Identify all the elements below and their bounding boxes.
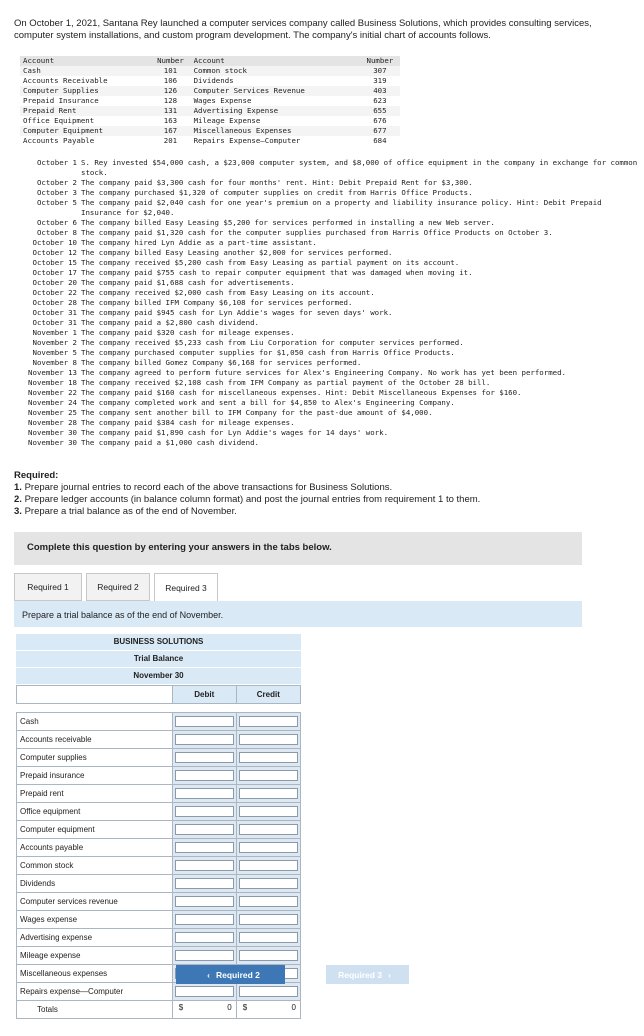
tb-debit-cell bbox=[172, 731, 236, 749]
transaction-item bbox=[14, 248, 638, 258]
transaction-date: November 22 bbox=[28, 388, 77, 397]
transaction-item bbox=[14, 198, 638, 218]
tb-credit-cell bbox=[236, 767, 300, 785]
transaction-item bbox=[14, 368, 638, 378]
tb-account-label: Computer supplies bbox=[17, 749, 173, 767]
transaction-date: October 10 bbox=[32, 238, 77, 247]
tb-company: BUSINESS SOLUTIONS bbox=[16, 634, 301, 651]
coa-account: Prepaid Rent bbox=[20, 106, 147, 116]
transaction-text: The company received $2,000 cash from Easy Leasing on its account. bbox=[81, 288, 375, 297]
tb-debit-cell bbox=[172, 803, 236, 821]
transaction-text: The company paid $755 cash to repair computer equipment that was damaged when moving it. bbox=[81, 268, 473, 277]
transaction-text: The company billed Gomez Company $6,168 for services performed. bbox=[81, 358, 362, 367]
coa-number: 167 bbox=[147, 126, 190, 136]
tb-total-credit bbox=[236, 1001, 300, 1019]
transaction-date: October 31 bbox=[32, 318, 77, 327]
tb-credit-input[interactable] bbox=[239, 878, 298, 889]
coa-account: Computer Supplies bbox=[20, 86, 147, 96]
instruction-banner-text: Complete this question by entering your answers in the tabs below. bbox=[27, 542, 332, 553]
tb-debit-input[interactable] bbox=[175, 896, 234, 907]
tb-credit-cell bbox=[236, 803, 300, 821]
transaction-text: The company purchased computer supplies for $1,050 cash from Harris Office Products. bbox=[81, 348, 455, 357]
transaction-text: The company received $5,200 cash from Easy Leasing as partial payment on its account. bbox=[81, 258, 460, 267]
tab-panel-header bbox=[14, 601, 582, 627]
tb-debit-input[interactable] bbox=[175, 878, 234, 889]
currency-symbol: $ bbox=[242, 1003, 248, 1012]
tb-total-debit bbox=[172, 1001, 236, 1019]
transaction-date: November 18 bbox=[28, 378, 77, 387]
tb-debit-cell bbox=[172, 821, 236, 839]
tb-debit-cell bbox=[172, 983, 236, 1001]
tb-account-label: Prepaid rent bbox=[17, 785, 173, 803]
transaction-text: The company completed work and sent a bill for $4,850 to Alex's Engineering Company. bbox=[81, 398, 455, 407]
coa-number: 403 bbox=[357, 86, 400, 96]
coa-number: 684 bbox=[373, 136, 387, 145]
tb-credit-input[interactable] bbox=[239, 986, 298, 997]
coa-account: Dividends bbox=[193, 76, 234, 85]
tb-row bbox=[17, 983, 301, 1001]
required-item-text: Prepare a trial balance as of the end of November. bbox=[24, 506, 237, 517]
transaction-item bbox=[14, 398, 638, 408]
panel-instruction: Prepare a trial balance as of the end of November. bbox=[22, 610, 224, 620]
next-required-3-button[interactable] bbox=[326, 965, 409, 984]
tb-debit-input[interactable] bbox=[175, 986, 234, 997]
transaction-date: November 30 bbox=[28, 438, 77, 447]
required-heading: Required: bbox=[14, 470, 59, 481]
transaction-item bbox=[14, 288, 638, 298]
transaction-date: October 5 bbox=[36, 198, 77, 207]
coa-number: Number bbox=[357, 56, 400, 66]
transaction-text: The company billed Easy Leasing $5,200 for services performed in installing a new Web server. bbox=[81, 218, 495, 227]
tb-debit-cell bbox=[172, 929, 236, 947]
transaction-item bbox=[14, 428, 638, 438]
tb-credit-cell bbox=[236, 821, 300, 839]
coa-account: Accounts Payable bbox=[23, 136, 95, 145]
tb-total-credit-value: 0 bbox=[291, 1003, 296, 1012]
tb-debit-input[interactable] bbox=[175, 770, 234, 781]
transaction-item bbox=[14, 418, 638, 428]
transaction-item bbox=[14, 438, 638, 448]
tb-total-debit-value: 0 bbox=[227, 1003, 232, 1012]
tb-credit-cell bbox=[236, 839, 300, 857]
coa-account: Computer Services Revenue bbox=[191, 86, 357, 96]
transaction-text: The company sent another bill to IFM Company for the past-due amount of $4,000. bbox=[81, 408, 433, 417]
tb-account-label: Advertising expense bbox=[17, 929, 173, 947]
tb-account-label: Accounts receivable bbox=[17, 731, 173, 749]
tb-credit-cell bbox=[236, 731, 300, 749]
tb-row bbox=[17, 731, 301, 749]
transaction-item bbox=[14, 188, 638, 198]
coa-number: 655 bbox=[357, 106, 400, 116]
coa-number: Number bbox=[147, 56, 190, 66]
transaction-date: October 17 bbox=[32, 268, 77, 277]
transaction-text: The company billed Easy Leasing another $2,000 for services performed. bbox=[81, 248, 393, 257]
tab-required-2[interactable]: Required 2 bbox=[86, 573, 150, 601]
coa-number: 101 bbox=[147, 66, 190, 76]
transaction-date: October 15 bbox=[32, 258, 77, 267]
coa-number: 201 bbox=[163, 136, 178, 145]
transaction-date: October 3 bbox=[36, 188, 77, 197]
tb-debit-cell bbox=[172, 893, 236, 911]
transaction-date: November 5 bbox=[32, 348, 77, 357]
tb-debit-cell bbox=[172, 839, 236, 857]
tb-debit-cell bbox=[172, 857, 236, 875]
tb-row bbox=[17, 839, 301, 857]
transaction-text: S. Rey invested $54,000 cash, a $23,000 computer system, and $8,000 of office equipment in the company in exchange for common stock. bbox=[81, 158, 638, 177]
transaction-text: The company purchased $1,320 of computer supplies on credit from Harris Office Products. bbox=[81, 188, 473, 197]
coa-account: Repairs Expense—Computer bbox=[193, 136, 301, 145]
required-section bbox=[14, 470, 626, 518]
transaction-date: October 8 bbox=[36, 228, 77, 237]
coa-number: 677 bbox=[357, 126, 400, 136]
transaction-item bbox=[14, 338, 638, 348]
tb-credit-cell bbox=[236, 785, 300, 803]
coa-number: 128 bbox=[163, 96, 178, 105]
tb-credit-cell bbox=[236, 947, 300, 965]
transaction-date: November 28 bbox=[28, 418, 77, 427]
coa-number: 106 bbox=[163, 76, 178, 85]
coa-row bbox=[20, 116, 400, 126]
transaction-date: November 30 bbox=[28, 428, 77, 437]
coa-row bbox=[20, 66, 400, 76]
tb-credit-input[interactable] bbox=[239, 842, 298, 853]
tb-credit-input[interactable] bbox=[239, 788, 298, 799]
transaction-item bbox=[14, 358, 638, 368]
prev-button-label: Required 2 bbox=[215, 969, 260, 980]
tb-debit-cell bbox=[172, 767, 236, 785]
transaction-item bbox=[14, 378, 638, 388]
coa-account: Miscellaneous Expenses bbox=[191, 126, 357, 136]
tb-row bbox=[17, 893, 301, 911]
tb-account-label: Office equipment bbox=[17, 803, 173, 821]
tb-credit-cell bbox=[236, 713, 300, 731]
tb-debit-input[interactable] bbox=[175, 860, 234, 871]
tb-debit-cell bbox=[172, 947, 236, 965]
coa-account: Mileage Expense bbox=[193, 116, 261, 125]
transaction-item bbox=[14, 388, 638, 398]
required-item bbox=[14, 482, 626, 494]
tb-account-label: Common stock bbox=[17, 857, 173, 875]
transaction-text: The company hired Lyn Addie as a part-time assistant. bbox=[81, 238, 317, 247]
tb-credit-input[interactable] bbox=[239, 716, 298, 727]
chart-of-accounts bbox=[20, 56, 400, 146]
coa-number: 307 bbox=[357, 66, 400, 76]
tb-debit-cell bbox=[172, 911, 236, 929]
transaction-text: The company paid $1,320 cash for the computer supplies purchased from Harris Office Products on October 3. bbox=[81, 228, 553, 237]
tb-account-label: Repairs expense—Computer bbox=[17, 983, 173, 1001]
transaction-item bbox=[14, 178, 638, 188]
tb-row bbox=[17, 749, 301, 767]
tb-credit-input[interactable] bbox=[239, 806, 298, 817]
tb-credit-cell bbox=[236, 893, 300, 911]
chevron-right-icon: › bbox=[388, 969, 391, 980]
coa-row bbox=[20, 136, 400, 146]
tab-required-3[interactable]: Required 3 bbox=[154, 573, 218, 602]
tb-totals-row bbox=[17, 1001, 301, 1019]
tb-debit-input[interactable] bbox=[175, 824, 234, 835]
coa-row bbox=[20, 86, 400, 96]
tb-account-label: Mileage expense bbox=[17, 947, 173, 965]
coa-account: Computer Equipment bbox=[20, 126, 147, 136]
tb-row bbox=[17, 875, 301, 893]
transaction-item bbox=[14, 238, 638, 248]
coa-row bbox=[20, 96, 400, 106]
transaction-item bbox=[14, 308, 638, 318]
coa-account: Prepaid Insurance bbox=[23, 96, 99, 105]
tb-row bbox=[17, 785, 301, 803]
transaction-item bbox=[14, 298, 638, 308]
tb-row bbox=[17, 821, 301, 839]
required-item bbox=[14, 494, 626, 506]
tb-debit-cell bbox=[172, 713, 236, 731]
coa-account: Common stock bbox=[191, 66, 357, 76]
problem-intro: On October 1, 2021, Santana Rey launched a computer services company called Business Solutions, which provides consulting services, computer system installations, and custom program development. The company's initial chart of accounts follows. bbox=[14, 18, 592, 41]
tb-row bbox=[17, 803, 301, 821]
tb-title: Trial Balance bbox=[16, 651, 301, 668]
tb-debit-input[interactable] bbox=[175, 950, 234, 961]
transaction-text: The company billed IFM Company $6,108 for services performed. bbox=[81, 298, 353, 307]
transaction-item bbox=[14, 158, 638, 178]
coa-number: 131 bbox=[147, 106, 190, 116]
required-item bbox=[14, 506, 626, 518]
chevron-left-icon: ‹ bbox=[207, 969, 210, 980]
transaction-text: The company paid $320 cash for mileage expenses. bbox=[81, 328, 295, 337]
tb-credit-cell bbox=[236, 929, 300, 947]
coa-number: 163 bbox=[163, 116, 178, 125]
tb-credit-cell bbox=[236, 857, 300, 875]
transaction-date: November 25 bbox=[28, 408, 77, 417]
transaction-date: November 1 bbox=[32, 328, 77, 337]
next-button-label: Required 3 bbox=[338, 969, 383, 980]
tb-debit-input[interactable] bbox=[175, 806, 234, 817]
transaction-date: October 31 bbox=[32, 308, 77, 317]
coa-account: Account bbox=[191, 56, 357, 66]
tb-debit-input[interactable] bbox=[175, 752, 234, 763]
transaction-item bbox=[14, 218, 638, 228]
tb-debit-input[interactable] bbox=[175, 842, 234, 853]
transaction-item bbox=[14, 258, 638, 268]
tb-account-label: Computer services revenue bbox=[17, 893, 173, 911]
tb-credit-input[interactable] bbox=[239, 734, 298, 745]
transaction-item bbox=[14, 408, 638, 418]
transaction-list bbox=[14, 158, 638, 448]
transaction-date: October 28 bbox=[32, 298, 77, 307]
transaction-date: November 2 bbox=[32, 338, 77, 347]
tb-debit-cell bbox=[172, 875, 236, 893]
tb-row bbox=[17, 713, 301, 731]
tb-debit-cell bbox=[172, 749, 236, 767]
coa-account: Accounts Receivable bbox=[23, 76, 108, 85]
transaction-text: The company agreed to perform future services for Alex's Engineering Company. No work has yet been performed. bbox=[81, 368, 566, 377]
transaction-text: The company received $5,233 cash from Liu Corporation for computer services performed. bbox=[81, 338, 464, 347]
coa-number: 676 bbox=[373, 116, 387, 125]
tb-header-credit: Credit bbox=[236, 686, 300, 704]
tb-credit-cell bbox=[236, 983, 300, 1001]
tb-credit-cell bbox=[236, 875, 300, 893]
tb-credit-cell bbox=[236, 911, 300, 929]
tb-column-headers bbox=[17, 686, 301, 704]
tb-row bbox=[17, 947, 301, 965]
transaction-text: The company paid $945 cash for Lyn Addie's wages for seven days' work. bbox=[81, 308, 393, 317]
tb-credit-input[interactable] bbox=[239, 896, 298, 907]
tb-row bbox=[17, 929, 301, 947]
transaction-date: November 8 bbox=[32, 358, 77, 367]
coa-number: 319 bbox=[373, 76, 387, 85]
transaction-text: The company paid a $1,000 cash dividend. bbox=[81, 438, 259, 447]
tb-debit-input[interactable] bbox=[175, 914, 234, 925]
coa-number: 623 bbox=[373, 96, 387, 105]
transaction-text: The company paid $384 cash for mileage expenses. bbox=[81, 418, 295, 427]
transaction-item bbox=[14, 348, 638, 358]
tb-credit-input[interactable] bbox=[239, 752, 298, 763]
transaction-date: October 6 bbox=[36, 218, 77, 227]
coa-account: Advertising Expense bbox=[191, 106, 357, 116]
transaction-text: The company paid $1,890 cash for Lyn Addie's wages for 14 days' work. bbox=[81, 428, 389, 437]
prev-required-2-button[interactable] bbox=[176, 965, 285, 984]
tb-debit-cell bbox=[172, 785, 236, 803]
tb-account-label: Computer equipment bbox=[17, 821, 173, 839]
transaction-text: The company paid a $2,800 cash dividend. bbox=[81, 318, 259, 327]
tb-credit-input[interactable] bbox=[239, 770, 298, 781]
transaction-text: The company paid $3,300 cash for four months' rent. Hint: Debit Prepaid Rent for $3,300. bbox=[81, 178, 473, 187]
tb-row bbox=[17, 767, 301, 785]
transaction-item bbox=[14, 228, 638, 238]
tb-totals-label: Totals bbox=[17, 1001, 173, 1019]
currency-symbol: $ bbox=[178, 1003, 184, 1012]
tb-credit-cell bbox=[236, 749, 300, 767]
coa-account: Wages Expense bbox=[193, 96, 252, 105]
tb-debit-input[interactable] bbox=[175, 716, 234, 727]
transaction-date: October 22 bbox=[32, 288, 77, 297]
required-item-number: 3. bbox=[14, 506, 22, 517]
tb-credit-input[interactable] bbox=[239, 824, 298, 835]
tb-credit-input[interactable] bbox=[239, 932, 298, 943]
transaction-date: November 24 bbox=[28, 398, 77, 407]
tb-account-label: Dividends bbox=[17, 875, 173, 893]
tb-account-label: Wages expense bbox=[17, 911, 173, 929]
coa-account: Cash bbox=[20, 66, 147, 76]
tb-credit-input[interactable] bbox=[239, 860, 298, 871]
transaction-text: The company received $2,108 cash from IFM Company as partial payment of the October 28 bill. bbox=[81, 378, 491, 387]
required-item-text: Prepare ledger accounts (in balance column format) and post the journal entries from requirement 1 to them. bbox=[24, 494, 481, 505]
required-item-number: 2. bbox=[14, 494, 22, 505]
tb-date: November 30 bbox=[16, 668, 301, 685]
transaction-date: October 12 bbox=[32, 248, 77, 257]
transaction-date: October 1 bbox=[36, 158, 77, 167]
transaction-date: October 20 bbox=[32, 278, 77, 287]
tb-account-label: Accounts payable bbox=[17, 839, 173, 857]
tab-required-1[interactable]: Required 1 bbox=[14, 573, 82, 601]
coa-row bbox=[20, 106, 400, 116]
transaction-item bbox=[14, 278, 638, 288]
tb-debit-input[interactable] bbox=[175, 734, 234, 745]
transaction-text: The company paid $1,688 cash for advertisements. bbox=[81, 278, 295, 287]
trial-balance bbox=[16, 634, 301, 1019]
tb-account-label: Prepaid insurance bbox=[17, 767, 173, 785]
required-item-text: Prepare journal entries to record each of the above transactions for Business Solutions. bbox=[24, 482, 393, 493]
coa-header-row bbox=[20, 56, 400, 66]
transaction-item bbox=[14, 268, 638, 278]
transaction-date: October 2 bbox=[36, 178, 77, 187]
tb-row bbox=[17, 857, 301, 875]
coa-row bbox=[20, 76, 400, 86]
transaction-item bbox=[14, 328, 638, 338]
tb-account-label: Miscellaneous expenses bbox=[17, 965, 173, 983]
transaction-date: November 13 bbox=[28, 368, 77, 377]
tb-account-label: Cash bbox=[17, 713, 173, 731]
transaction-text: The company paid $160 cash for miscellaneous expenses. Hint: Debit Miscellaneous Expenses for $160. bbox=[81, 388, 522, 397]
transaction-item bbox=[14, 318, 638, 328]
coa-row bbox=[20, 126, 400, 136]
tb-header-debit: Debit bbox=[172, 686, 236, 704]
tb-credit-input[interactable] bbox=[239, 914, 298, 925]
tb-debit-input[interactable] bbox=[175, 932, 234, 943]
coa-account: Office Equipment bbox=[23, 116, 95, 125]
tb-row bbox=[17, 911, 301, 929]
tb-credit-input[interactable] bbox=[239, 950, 298, 961]
tb-header-blank bbox=[17, 686, 173, 704]
transaction-text: The company paid $2,040 cash for one year's premium on a property and liability insurance policy. Hint: Debit Prepaid Insurance for $2,040. bbox=[81, 198, 602, 217]
coa-account: Account bbox=[20, 56, 147, 66]
required-item-number: 1. bbox=[14, 482, 22, 493]
instruction-banner bbox=[14, 532, 582, 565]
tb-debit-input[interactable] bbox=[175, 788, 234, 799]
coa-number: 126 bbox=[147, 86, 190, 96]
